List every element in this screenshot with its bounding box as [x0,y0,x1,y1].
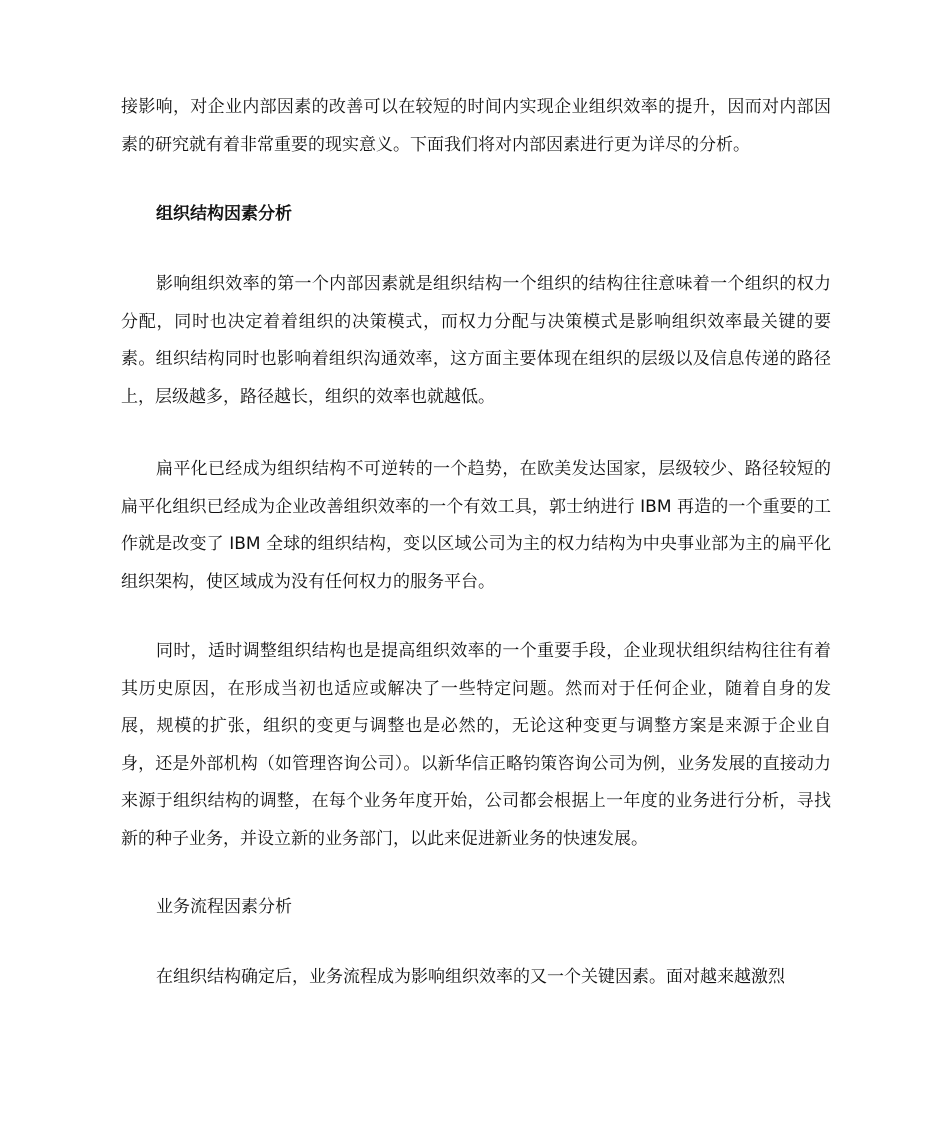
paragraph-structure-3: 同时，适时调整组织结构也是提高组织效率的一个重要手段，企业现状组织结构往往有着其历史原因，在形成当初也适应或解决了一些特定问题。然而对于任何企业，随着自身的发展，规模的扩张，组织的变更与调整也是必然的，无论这种变更与调整方案是来源于企业自身，还是外部机构（如管理咨询公司）。以新华信正略钧策咨询公司为例，业务发展的直接动力来源于组织结构的调整，在每个业务年度开始，公司都会根据上一年度的业务进行分析，寻找新的种子业务，并设立新的业务部门，以此来促进新业务的快速发展。 [121,641,831,849]
paragraph-structure-2: 扁平化已经成为组织结构不可逆转的一个趋势，在欧美发达国家，层级较少、路径较短的扁平化组织已经成为企业改善组织效率的一个有效工具，郭士纳进行 IBM 再造的一个重要的工作就是改变了 IBM 全球的组织结构，变以区域公司为主的权力结构为中央事业部为主的扁平化组织架构，使区域成为没有任何权力的服务平台。 [121,459,831,592]
paragraph-intro: 接影响，对企业内部因素的改善可以在较短的时间内实现企业组织效率的提升，因而对内部因素的研究就有着非常重要的现实意义。下面我们将对内部因素进行更为详尽的分析。 [121,97,831,155]
heading-business-process: 业务流程因素分析 [156,897,292,917]
heading-organization-structure: 组织结构因素分析 [156,204,292,224]
paragraph-process-1: 在组织结构确定后，业务流程成为影响组织效率的又一个关键因素。面对越来越激烈 [156,967,785,987]
paragraph-structure-1: 影响组织效率的第一个内部因素就是组织结构一个组织的结构往往意味着一个组织的权力分配，同时也决定着着组织的决策模式，而权力分配与决策模式是影响组织效率最关键的要素。组织结构同时也影响着组织沟通效率，这方面主要体现在组织的层级以及信息传递的路径上，层级越多，路径越长，组织的效率也就越低。 [121,274,831,407]
